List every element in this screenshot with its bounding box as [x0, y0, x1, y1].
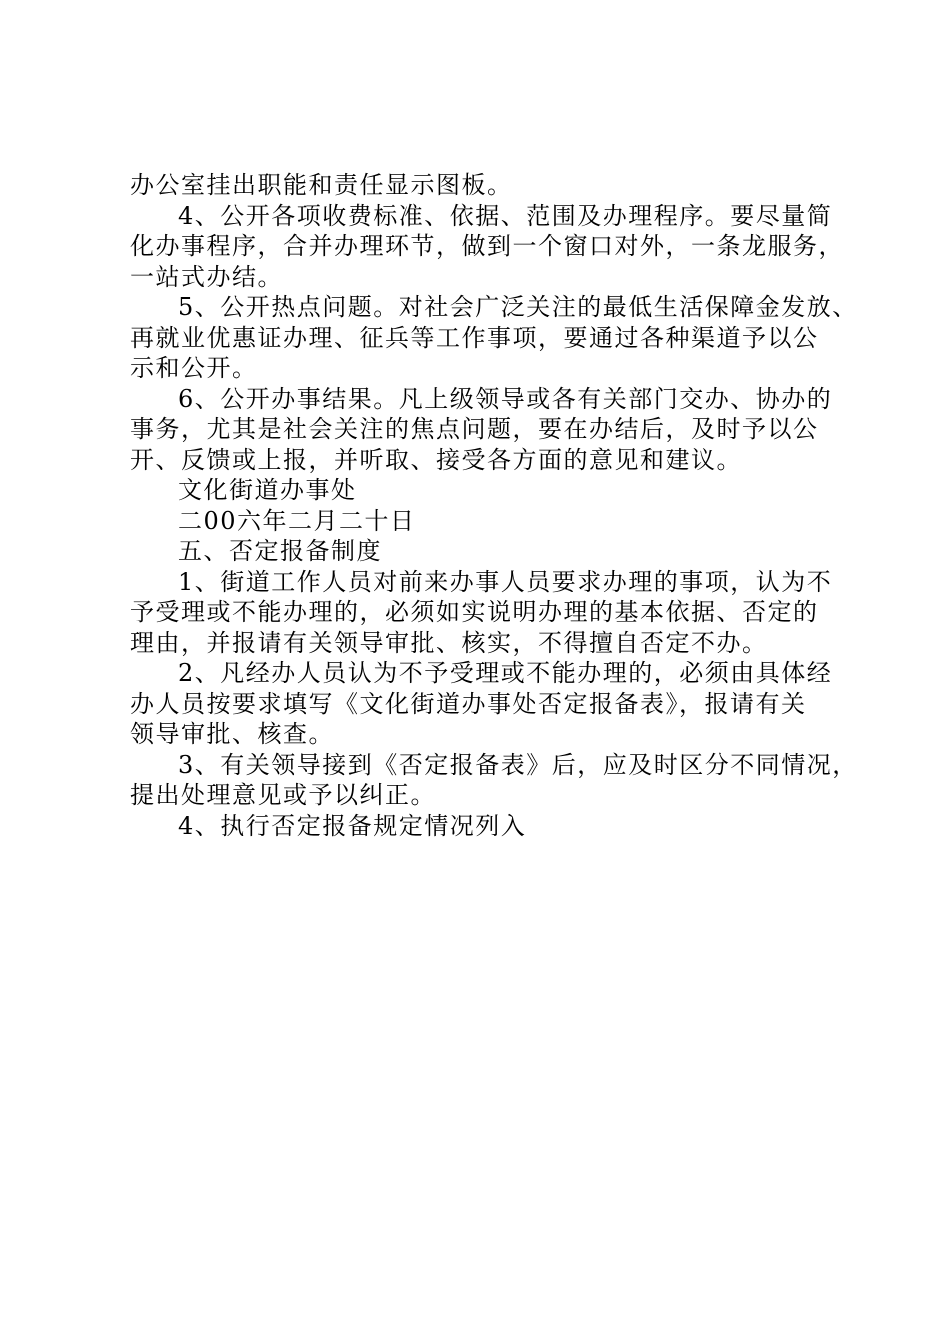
text-line: 3、有关领导接到《否定报备表》后，应及时区分不同情况， — [178, 750, 858, 779]
text-line: 提出处理意见或予以纠正。 — [130, 781, 436, 809]
text-line: 一站式办结。 — [130, 262, 283, 291]
text-line: 示和公开。 — [130, 354, 258, 382]
text-line: 化办事程序，合并办理环节，做到一个窗口对外，一条龙服务， — [130, 232, 844, 260]
signature-date: 二00六年二月二十日 — [178, 506, 416, 535]
text-line: 5、公开热点问题。对社会广泛关注的最低生活保障金发放、 — [178, 293, 858, 321]
section-heading: 五、否定报备制度 — [178, 537, 382, 565]
text-line: 办人员按要求填写《文化街道办事处否定报备表》，报请有关 — [130, 689, 807, 718]
text-line: 6、公开办事结果。凡上级领导或各有关部门交办、协办的 — [178, 384, 833, 413]
text-line: 开、反馈或上报，并听取、接受各方面的意见和建议。 — [130, 445, 742, 474]
text-line: 予受理或不能办理的，必须如实说明办理的基本依据、否定的 — [130, 598, 819, 626]
text-line: 事务，尤其是社会关注的焦点问题，要在办结后，及时予以公 — [130, 415, 819, 443]
text-line: 领导审批、核查。 — [130, 720, 334, 748]
text-line: 理由，并报请有关领导审批、核实，不得擅自否定不办。 — [130, 628, 768, 657]
text-line: 办公室挂出职能和责任显示图板。 — [130, 171, 513, 199]
signature-organization: 文化街道办事处 — [178, 476, 357, 504]
text-line: 4、执行否定报备规定情况列入 — [178, 811, 527, 840]
text-line: 1、街道工作人员对前来办事人员要求办理的事项，认为不 — [178, 567, 833, 596]
document-body — [130, 170, 858, 841]
text-line: 再就业优惠证办理、征兵等工作事项，要通过各种渠道予以公 — [130, 323, 819, 352]
text-line: 2、凡经办人员认为不予受理或不能办理的，必须由具体经 — [178, 659, 833, 687]
text-line: 4、公开各项收费标准、依据、范围及办理程序。要尽量简 — [178, 201, 833, 230]
